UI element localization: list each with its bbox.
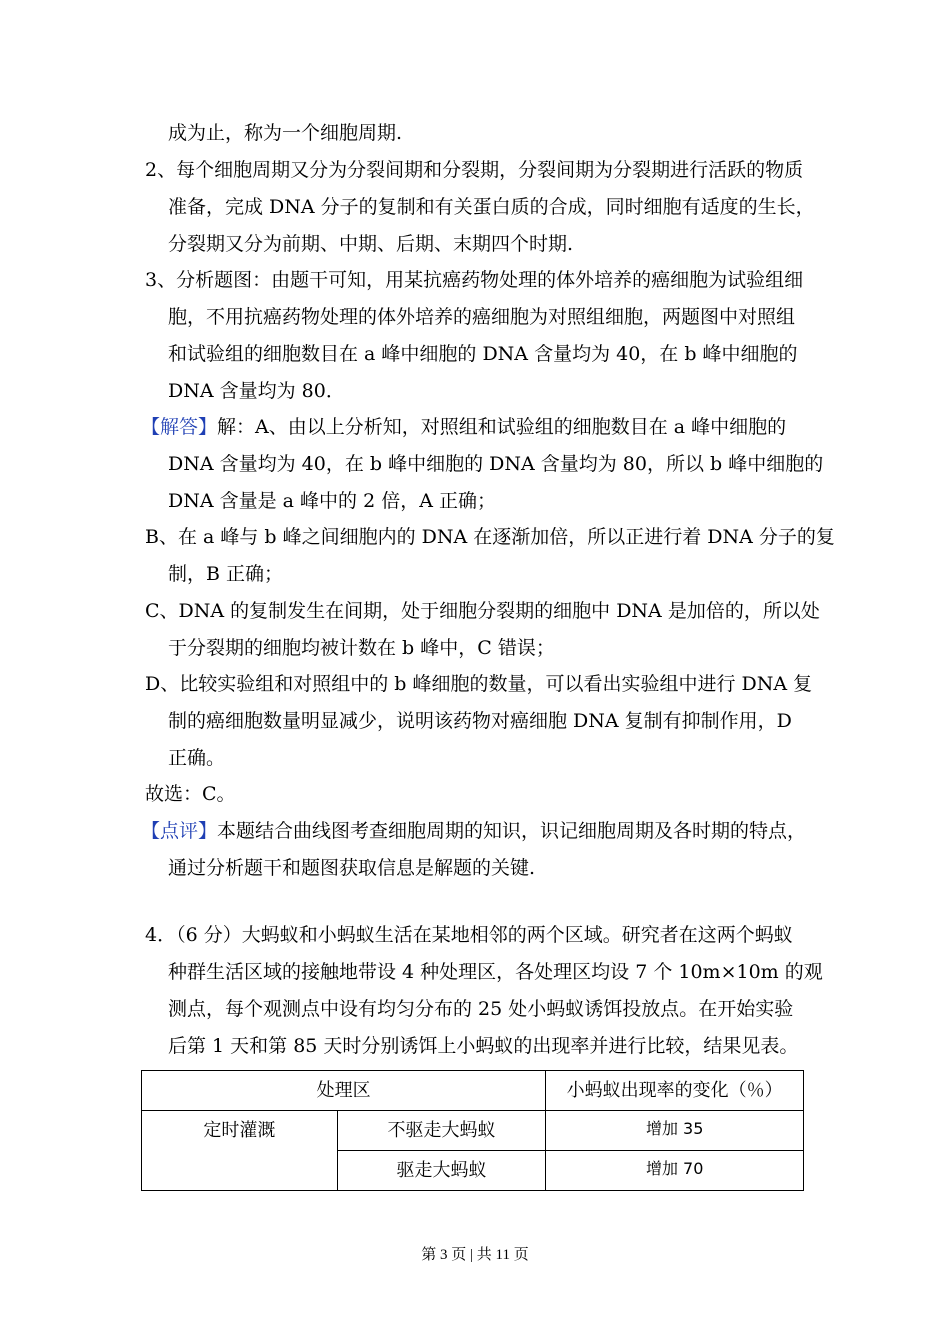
text-line: 于分裂期的细胞均被计数在 b 峰中，C 错误； (168, 637, 555, 659)
text-line: 本题结合曲线图考查细胞周期的知识，识记细胞周期及各时期的特点， (217, 820, 807, 842)
text-line: 和试验组的细胞数目在 a 峰中细胞的 DNA 含量均为 40，在 b 峰中细胞的 (168, 343, 798, 365)
text-line: 3、分析题图：由题干可知，用某抗癌药物处理的体外培养的癌细胞为试验组细 (145, 269, 804, 291)
change-cell: 增加 70 (546, 1151, 804, 1191)
table-header-row (142, 1071, 804, 1111)
table-row (142, 1111, 804, 1151)
comment-tag: 【点评】 (141, 820, 218, 842)
text-line: 通过分析题干和题图获取信息是解题的关键. (168, 857, 536, 879)
page-footer: 第 3 页 | 共 11 页 (421, 1247, 529, 1263)
change-cell: 增加 35 (546, 1111, 804, 1151)
text-line: 正确。 (168, 747, 226, 769)
text-line: 后第 1 天和第 85 天时分别诱饵上小蚂蚁的出现率并进行比较，结果见表。 (168, 1035, 799, 1057)
text-line: 胞，不用抗癌药物处理的体外培养的癌细胞为对照组细胞，两题图中对照组 (168, 306, 796, 328)
answer-line (141, 414, 786, 440)
text-line: D、比较实验组和对照组中的 b 峰细胞的数量，可以看出实验组中进行 DNA 复 (145, 673, 813, 695)
comment-line (141, 818, 806, 844)
text-line: 测点，每个观测点中设有均匀分布的 25 处小蚂蚁诱饵投放点。在开始实验 (168, 998, 794, 1020)
header-zone: 处理区 (142, 1071, 546, 1111)
text-line: 制的癌细胞数量明显减少，说明该药物对癌细胞 DNA 复制有抑制作用，D (168, 710, 792, 732)
text-line: 制，B 正确； (168, 563, 284, 585)
text-line: 种群生活区域的接触地带设 4 种处理区，各处理区均设 7 个 10m×10m 的观 (168, 961, 823, 983)
header-change: 小蚂蚁出现率的变化（％） (546, 1071, 804, 1111)
text-line: C、DNA 的复制发生在间期，处于细胞分裂期的细胞中 DNA 是加倍的，所以处 (145, 600, 820, 622)
results-table (141, 1070, 804, 1191)
treatment-cell: 驱走大蚂蚁 (337, 1151, 546, 1191)
treatment-cell: 不驱走大蚂蚁 (337, 1111, 546, 1151)
text-line: B、在 a 峰与 b 峰之间细胞内的 DNA 在逐渐加倍，所以正进行着 DNA 分子的复 (145, 526, 835, 548)
text-line: DNA 含量均为 80． (168, 380, 345, 402)
text-line: DNA 含量均为 40，在 b 峰中细胞的 DNA 含量均为 80，所以 b 峰中细胞的 (168, 453, 824, 475)
text-line: 成为止，称为一个细胞周期. (168, 122, 403, 144)
text-line: 分裂期又分为前期、中期、后期、末期四个时期. (168, 233, 574, 255)
answer-tag: 【解答】 (141, 416, 218, 438)
text-line: DNA 含量是 a 峰中的 2 倍，A 正确； (168, 490, 496, 512)
text-line: 准备，完成 DNA 分子的复制和有关蛋白质的合成，同时细胞有适度的生长， (168, 196, 815, 218)
text-line: 2、每个细胞周期又分为分裂间期和分裂期，分裂间期为分裂期进行活跃的物质 (145, 159, 804, 181)
question-line: 4．（6 分）大蚂蚁和小蚂蚁生活在某地相邻的两个区域。研究者在这两个蚂蚁 (145, 924, 793, 946)
text-line: 故选：C。 (145, 783, 236, 805)
group-cell: 定时灌溉 (142, 1111, 338, 1191)
text-line: 解：A、由以上分析知，对照组和试验组的细胞数目在 a 峰中细胞的 (217, 416, 787, 438)
